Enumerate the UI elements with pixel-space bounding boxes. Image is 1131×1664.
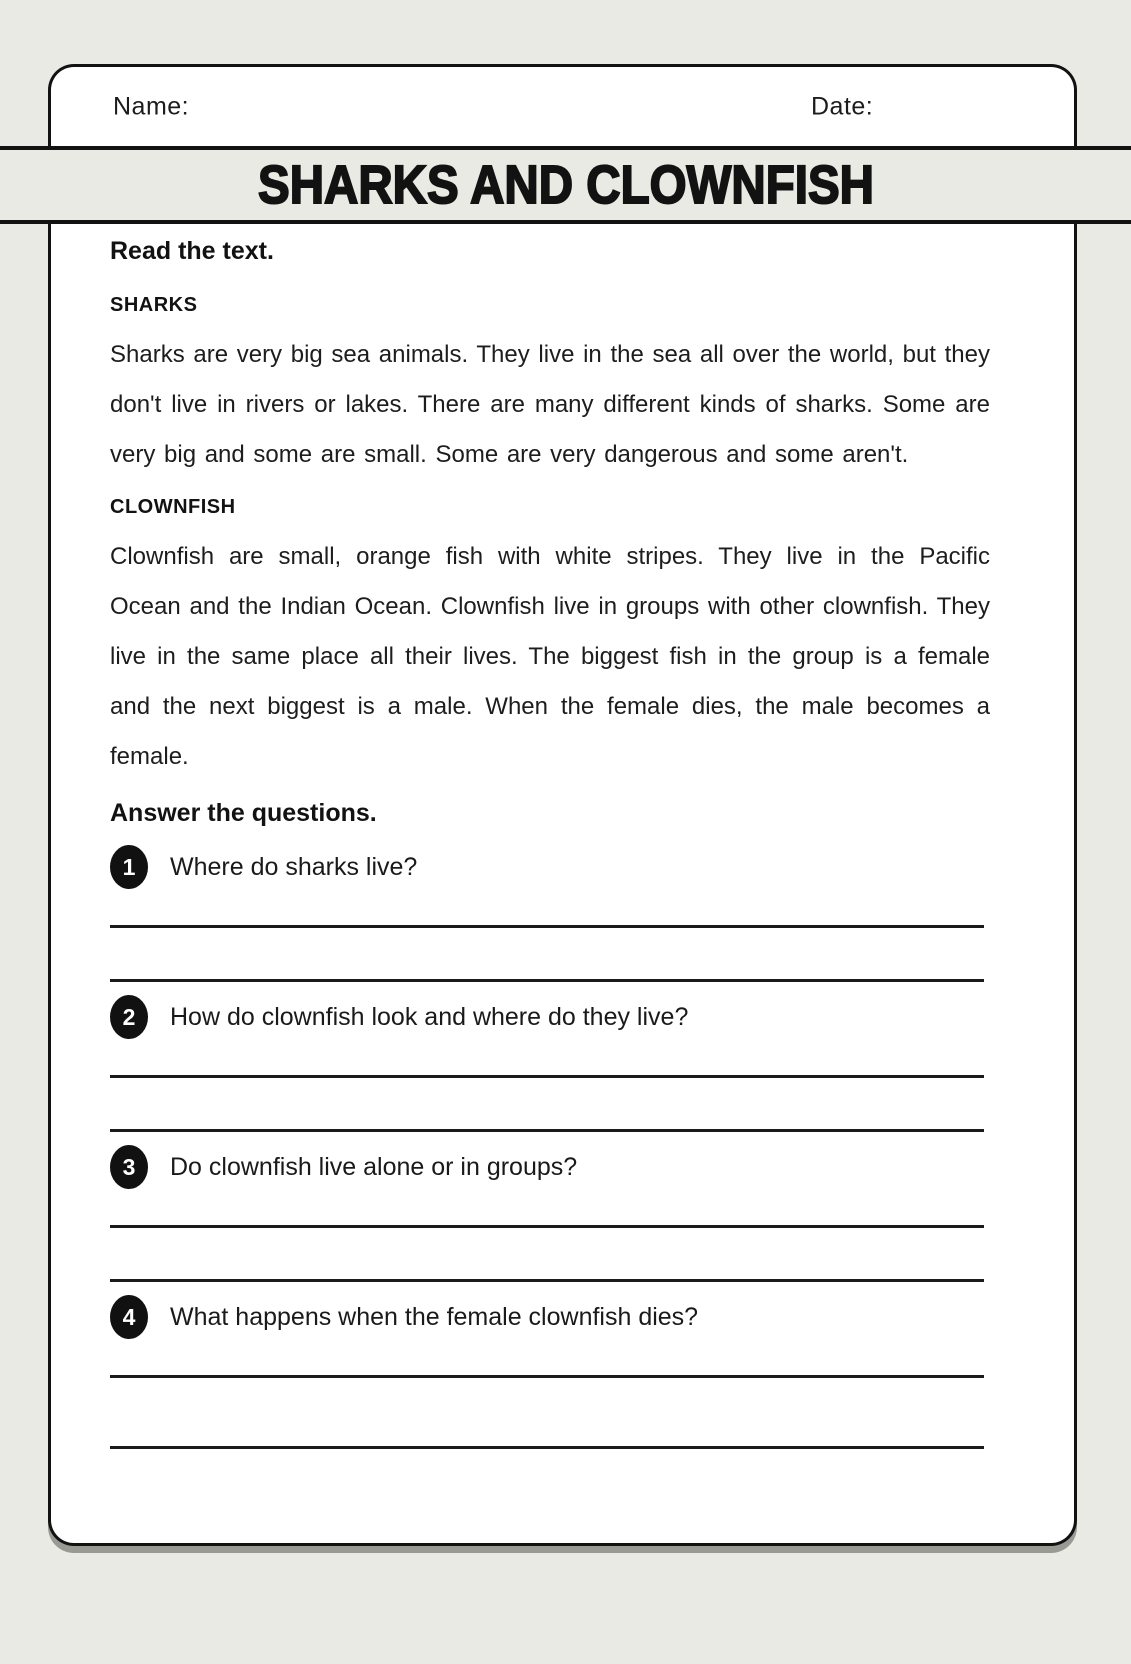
answer-line[interactable] [110, 1189, 984, 1228]
question-row-2 [110, 995, 990, 1039]
question-number-badge: 3 [110, 1145, 148, 1189]
answer-line[interactable] [110, 1339, 984, 1378]
answer-line[interactable] [110, 928, 984, 982]
answer-line[interactable] [110, 1228, 984, 1282]
passage-clownfish: Clownfish are small, orange fish with white stripes. They live in the Pacific Ocean and the Indian Ocean. Clownfish live in groups with other clownfish. They live in the same place all their lives. The biggest fish in the group is a female and the next biggest is a male. When the female dies, the male becomes a female. [110, 543, 990, 770]
worksheet-page [0, 64, 1131, 1664]
name-input-area[interactable] [201, 79, 514, 140]
read-instruction: Read the text. [110, 237, 274, 265]
question-text: Where do sharks live? [170, 852, 418, 881]
passage-heading-clownfish: CLOWNFISH [110, 496, 236, 518]
passage-heading-sharks: SHARKS [110, 294, 198, 316]
question-row-4 [110, 1295, 990, 1339]
question-text: What happens when the female clownfish dies? [170, 1302, 699, 1331]
answer-line[interactable] [110, 1039, 984, 1078]
answer-line[interactable] [110, 1078, 984, 1132]
question-row-1 [110, 845, 990, 889]
question-number-badge: 2 [110, 995, 148, 1039]
answer-instruction: Answer the questions. [110, 799, 377, 827]
name-date-box [48, 64, 1077, 146]
answer-line[interactable] [110, 889, 984, 928]
question-row-3 [110, 1145, 990, 1189]
question-number-badge: 4 [110, 1295, 148, 1339]
question-text: Do clownfish live alone or in groups? [170, 1152, 578, 1181]
question-text: How do clownfish look and where do they live? [170, 1002, 689, 1031]
answer-line[interactable] [110, 1378, 984, 1449]
worksheet-title: SHARKS AND CLOWNFISH [257, 155, 874, 215]
date-input-area[interactable] [886, 79, 1044, 140]
worksheet-body [48, 224, 1077, 1546]
passage-sharks: Sharks are very big sea animals. They live in the sea all over the world, but they don't live in rivers or lakes. There are many different kinds of sharks. Some are very big and some are small. Some are very dangerous and some aren't. [110, 341, 990, 468]
title-banner [0, 146, 1131, 224]
date-label: Date: [811, 92, 874, 120]
name-label: Name: [113, 92, 190, 120]
question-number-badge: 1 [110, 845, 148, 889]
